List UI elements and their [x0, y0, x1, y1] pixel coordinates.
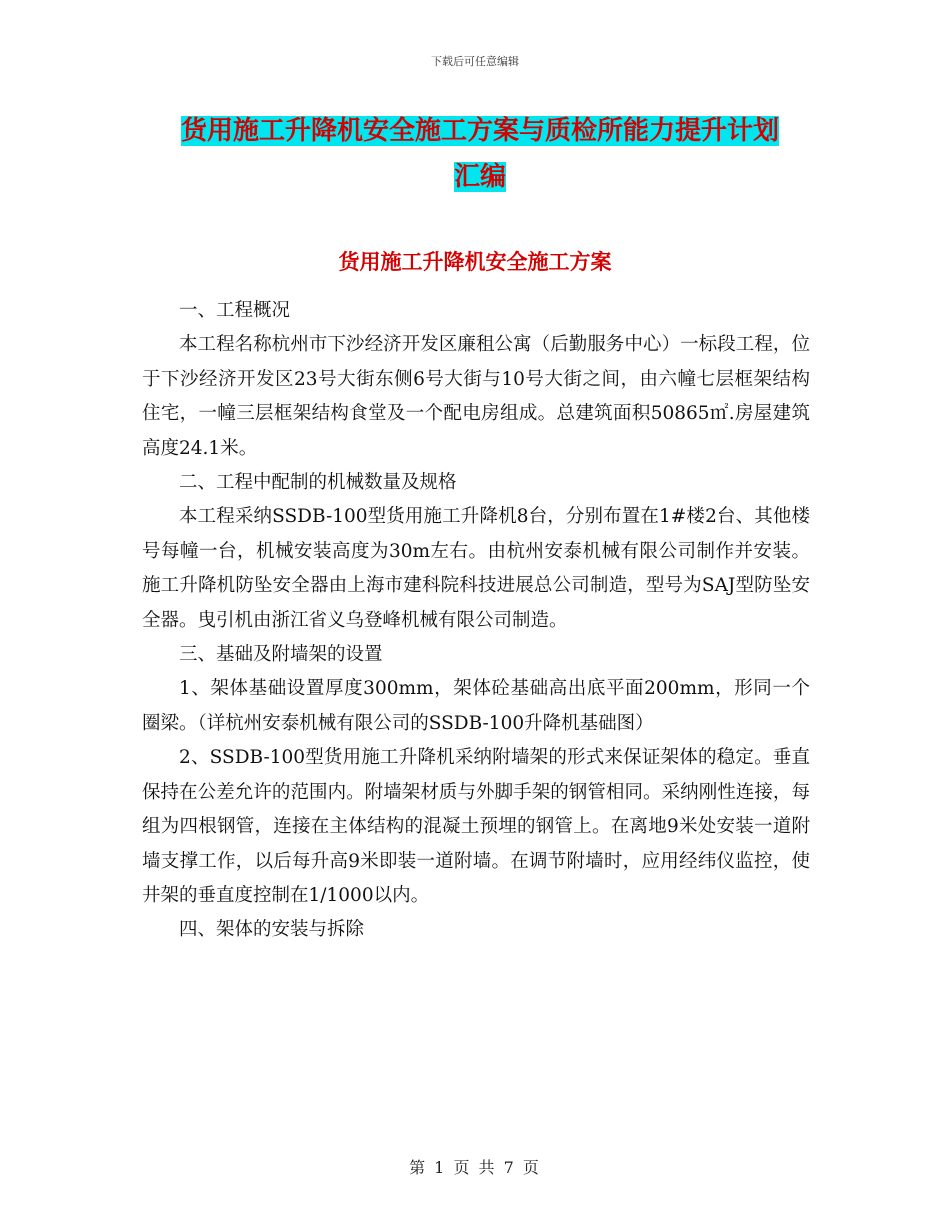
title-line-2: 汇编	[453, 162, 506, 192]
heading-installation: 四、架体的安装与拆除	[179, 919, 365, 941]
heading-machinery: 二、工程中配制的机械数量及规格	[179, 472, 457, 494]
paragraph-project-overview: 本工程名称杭州市下沙经济开发区廉租公寓（后勤服务中心）一标段工程，位于下沙经济开发区23号大街东侧6号大街与10号大街之间，由六幢七层框架结构住宅，一幢三层框架结构食堂及一个配电房组成。总建筑面积50865㎡.房屋建筑高度24.1米。	[142, 334, 810, 459]
section-title: 货用施工升降机安全施工方案	[338, 250, 612, 274]
page-footer: 第 1 页 共 7 页	[409, 1158, 541, 1177]
paragraph-foundation-1: 1、架体基础设置厚度300mm，架体砼基础高出底平面200mm，形同一个圈梁。（详杭州安泰机械有限公司的SSDB-100升降机基础图）	[142, 678, 810, 734]
title-line-1: 货用施工升降机安全施工方案与质检所能力提升计划	[180, 116, 779, 146]
paragraph-machinery: 本工程采纳SSDB-100型货用施工升降机8台，分别布置在1#楼2台、其他楼号每幢一台，机械安装高度为30m左右。由杭州安泰机械有限公司制作并安装。施工升降机防坠安全器由上海市建科院科技进展总公司制造，型号为SAJ型防坠安全器。曳引机由浙江省义乌登峰机械有限公司制造。	[142, 506, 810, 631]
paragraph-foundation-2: 2、SSDB-100型货用施工升降机采纳附墙架的形式来保证架体的稳定。垂直保持在公差允许的范围内。附墙架材质与外脚手架的钢管相同。采纳刚性连接，每组为四根钢管，连接在主体结构的混凝土预埋的钢管上。在离地9米处安装一道附墙支撑工作，以后每升高9米即装一道附墙。在调节附墙时，应用经纬仪监控，使井架的垂直度控制在1/1000以内。	[142, 747, 810, 906]
document-title	[140, 108, 820, 200]
heading-foundation: 三、基础及附墙架的设置	[179, 644, 383, 666]
heading-project-overview: 一、工程概况	[179, 300, 291, 321]
body-text	[142, 294, 810, 948]
header-note: 下载后可任意编辑	[431, 55, 519, 68]
